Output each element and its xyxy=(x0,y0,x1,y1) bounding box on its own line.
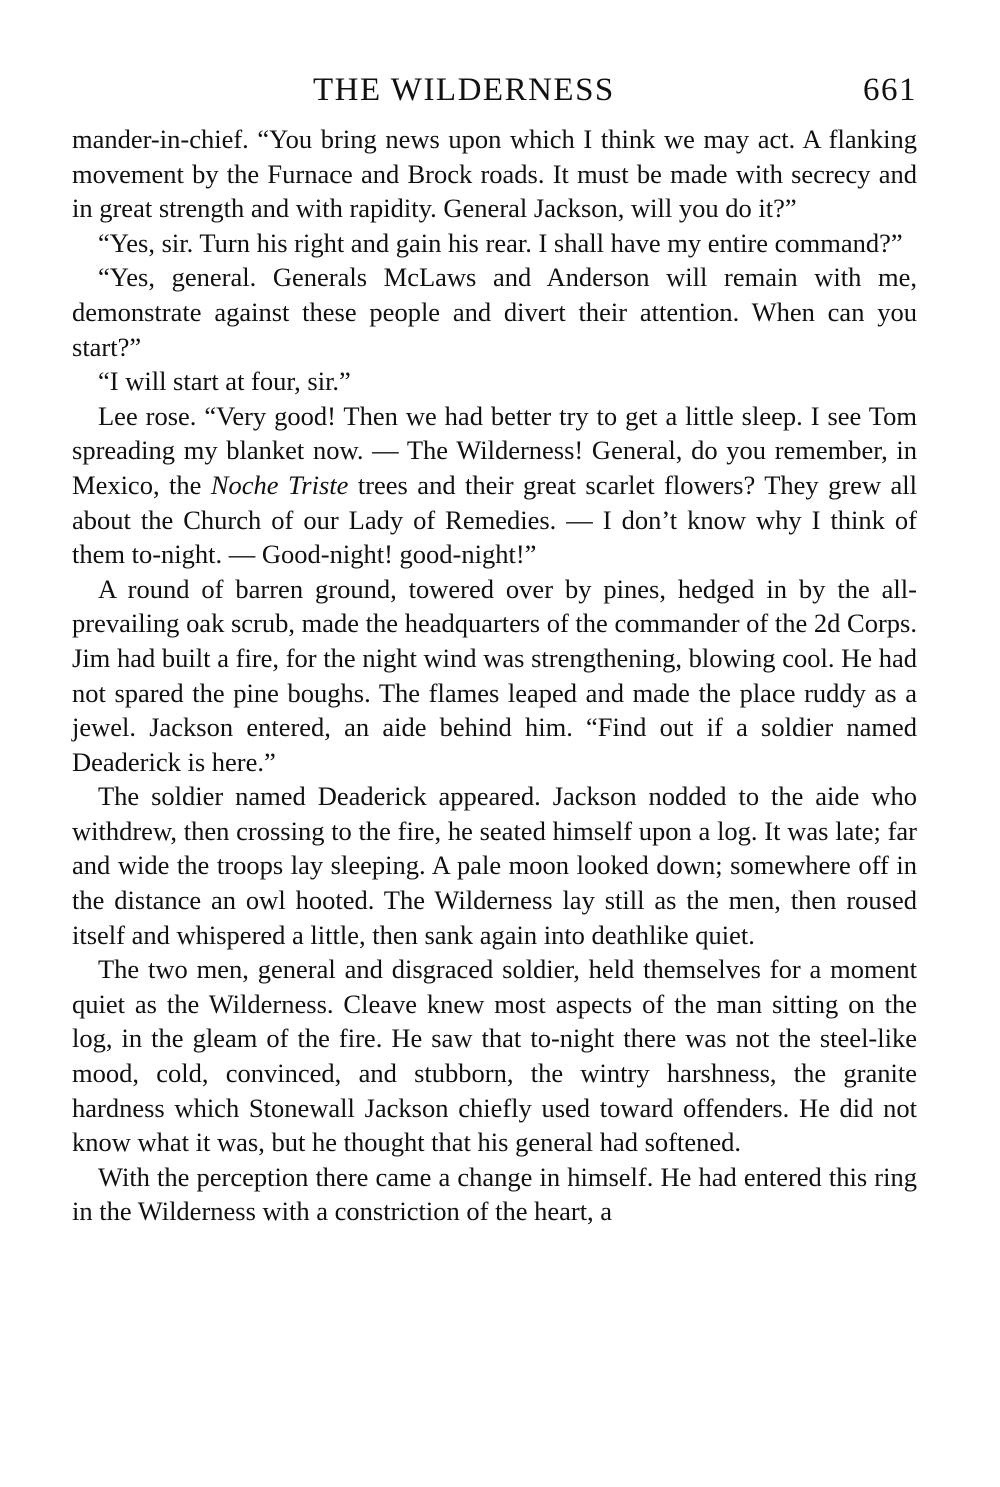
paragraph: With the perception there came a change in himself. He had entered this ring in the Wilderness with a constriction of the heart, a xyxy=(72,1161,917,1227)
paragraph-continued: mander-in-chief. “You bring news upon which I think we may act. A flanking movement by the Furnace and Brock roads. It must be made with secrecy and in great strength and with rapidity. General Jackson, will you do it?” xyxy=(72,124,917,224)
paragraph-segment: Lee rose. “Very good! Then we had better try to get a little sleep. I see Tom spreading my blanket now. — The Wilderness! General, do you remember, in Mexico, the xyxy=(72,400,917,500)
paragraph: “I will start at four, sir.” xyxy=(98,366,351,397)
paragraph: The two men, general and disgraced soldier, held themselves for a moment quiet as the Wilderness. Cleave knew most aspects of the man sitting on the log, in the gleam of the fire. He saw that to-night there was not the steel-like mood, cold, convinced, and stubborn, the wintry harshness, the granite hardness which Stonewall Jackson chiefly used toward offenders. He did not know what it was, but he thought that his general had softened. xyxy=(72,954,917,1158)
page-header xyxy=(72,72,917,122)
paragraph: A round of barren ground, towered over by pines, hedged in by the all-prevailing oak scrub, made the headquarters of the commander of the 2d Corps. Jim had built a fire, for the night wind was strengthening, blowing cool. He had not spared the pine boughs. The flames leaped and made the place ruddy as a jewel. Jackson entered, an aide behind him. “Find out if a soldier named Deaderick is here.” xyxy=(72,573,917,777)
paragraph-segment: trees and their great scarlet flowers? They grew all about the Church of our Lady of Remedies. — I don’t know why I think of them to-night. — Good-night! good-night!” xyxy=(72,469,918,570)
italic-phrase: Noche Triste xyxy=(210,469,349,500)
body-text xyxy=(72,122,917,1229)
running-title: THE WILDERNESS xyxy=(313,72,615,108)
paragraph-lee-rose xyxy=(72,399,917,572)
paragraph: “Yes, general. Generals McLaws and Anderson will remain with me, demonstrate against these people and divert their attention. When can you start?” xyxy=(72,262,917,362)
book-page xyxy=(72,72,917,1229)
paragraph: The soldier named Deaderick appeared. Jackson nodded to the aide who withdrew, then crossing to the fire, he seated himself upon a log. It was late; far and wide the troops lay sleeping. A pale moon looked down; somewhere off in the distance an owl hooted. The Wilderness lay still as the men, then roused itself and whispered a little, then sank again into deathlike quiet. xyxy=(72,781,917,950)
paragraph: “Yes, sir. Turn his right and gain his rear. I shall have my entire command?” xyxy=(98,227,903,258)
page-number: 661 xyxy=(863,72,917,108)
